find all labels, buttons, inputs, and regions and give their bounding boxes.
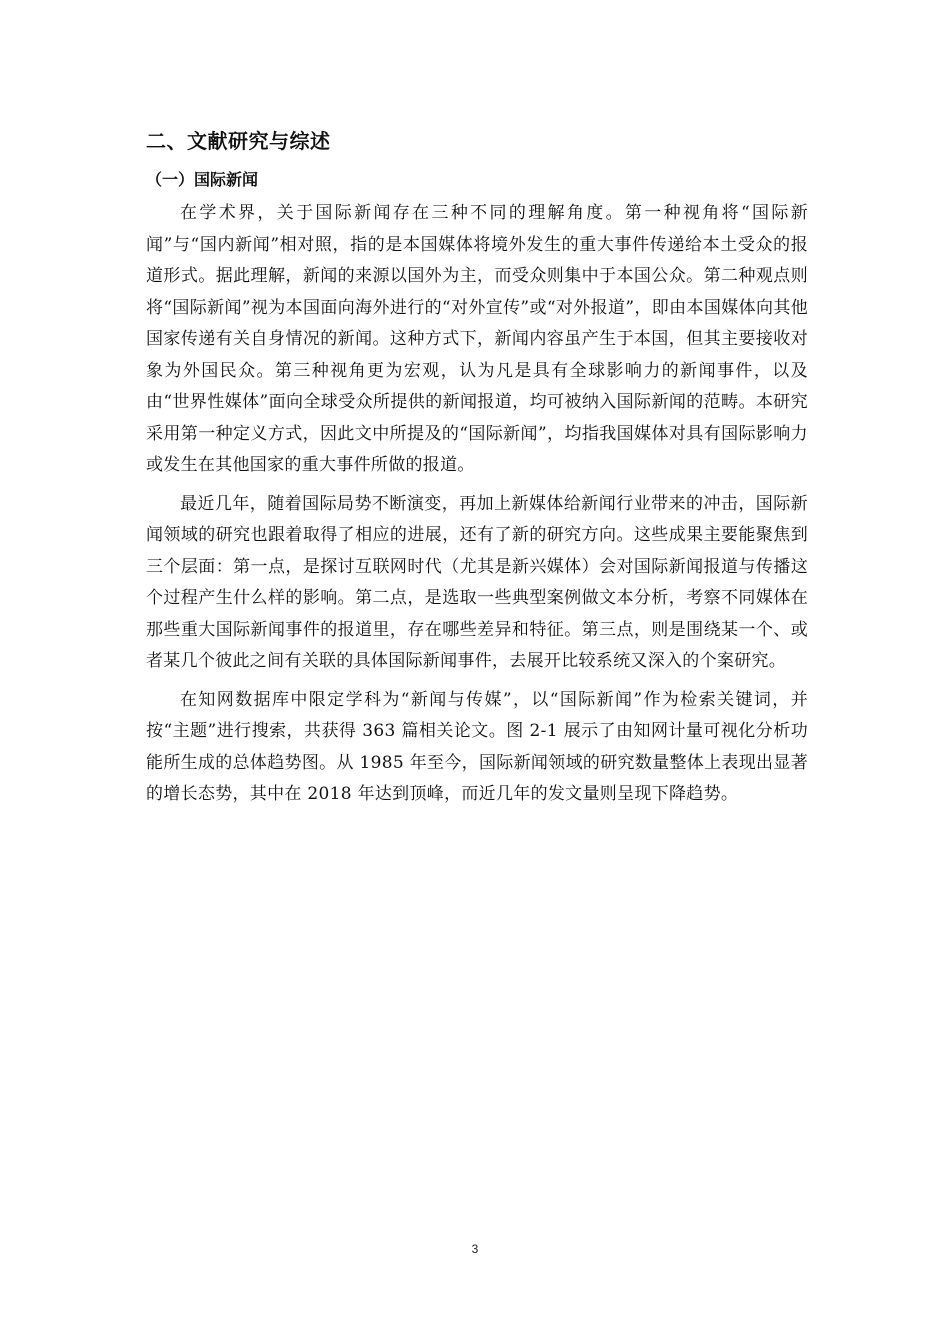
paragraph-2: 最近几年，随着国际局势不断演变，再加上新媒体给新闻行业带来的冲击，国际新闻领域的研究也跟着取得了相应的进展，还有了新的研究方向。这些成果主要能聚焦到三个层面：第一点，是探讨互联网时代（尤其是新兴媒体）会对国际新闻报道与传播这个过程产生什么样的影响。第二点，是选取一些典型案例做文本分析，考察不同媒体在那些重大国际新闻事件的报道里，存在哪些差异和特征。第三点，则是围绕某一个、或者某几个彼此之间有关联的具体国际新闻事件，去展开比较系统又深入的个案研究。 xyxy=(146,493,808,671)
subsection-title: （一）国际新闻 xyxy=(146,170,259,189)
paragraph-1: 在学术界，关于国际新闻存在三种不同的理解角度。第一种视角将“国际新闻”与“国内新闻”相对照，指的是本国媒体将境外发生的重大事件传递给本土受众的报道形式。据此理解，新闻的来源以国外为主，而受众则集中于本国公众。第二种观点则将“国际新闻”视为本国面向海外进行的“对外宣传”或“对外报道”，即由本国媒体向其他国家传递有关自身情况的新闻。这种方式下，新闻内容虽产生于本国，但其主要接收对象为外国民众。第三种视角更为宏观，认为凡是具有全球影响力的新闻事件，以及由“世界性媒体”面向全球受众所提供的新闻报道，均可被纳入国际新闻的范畴。本研究采用第一种定义方式，因此文中所提及的“国际新闻”，均指我国媒体对具有国际影响力或发生在其他国家的重大事件所做的报道。 xyxy=(146,203,808,475)
paragraph-3: 在知网数据库中限定学科为“新闻与传媒”，以“国际新闻”作为检索关键词，并按“主题”进行搜索，共获得 363 篇相关论文。图 2-1 展示了由知网计量可视化分析功能所生成的总体趋势图。从 1985 年至今，国际新闻领域的研究数量整体上表现出显著的增长态势，其中在 2018 年达到顶峰，而近几年的发文量则呈现下降趋势。 xyxy=(146,689,808,804)
section-title: 二、文献研究与综述 xyxy=(146,129,331,153)
page-number: 3 xyxy=(471,1242,479,1256)
page-content xyxy=(146,124,808,818)
